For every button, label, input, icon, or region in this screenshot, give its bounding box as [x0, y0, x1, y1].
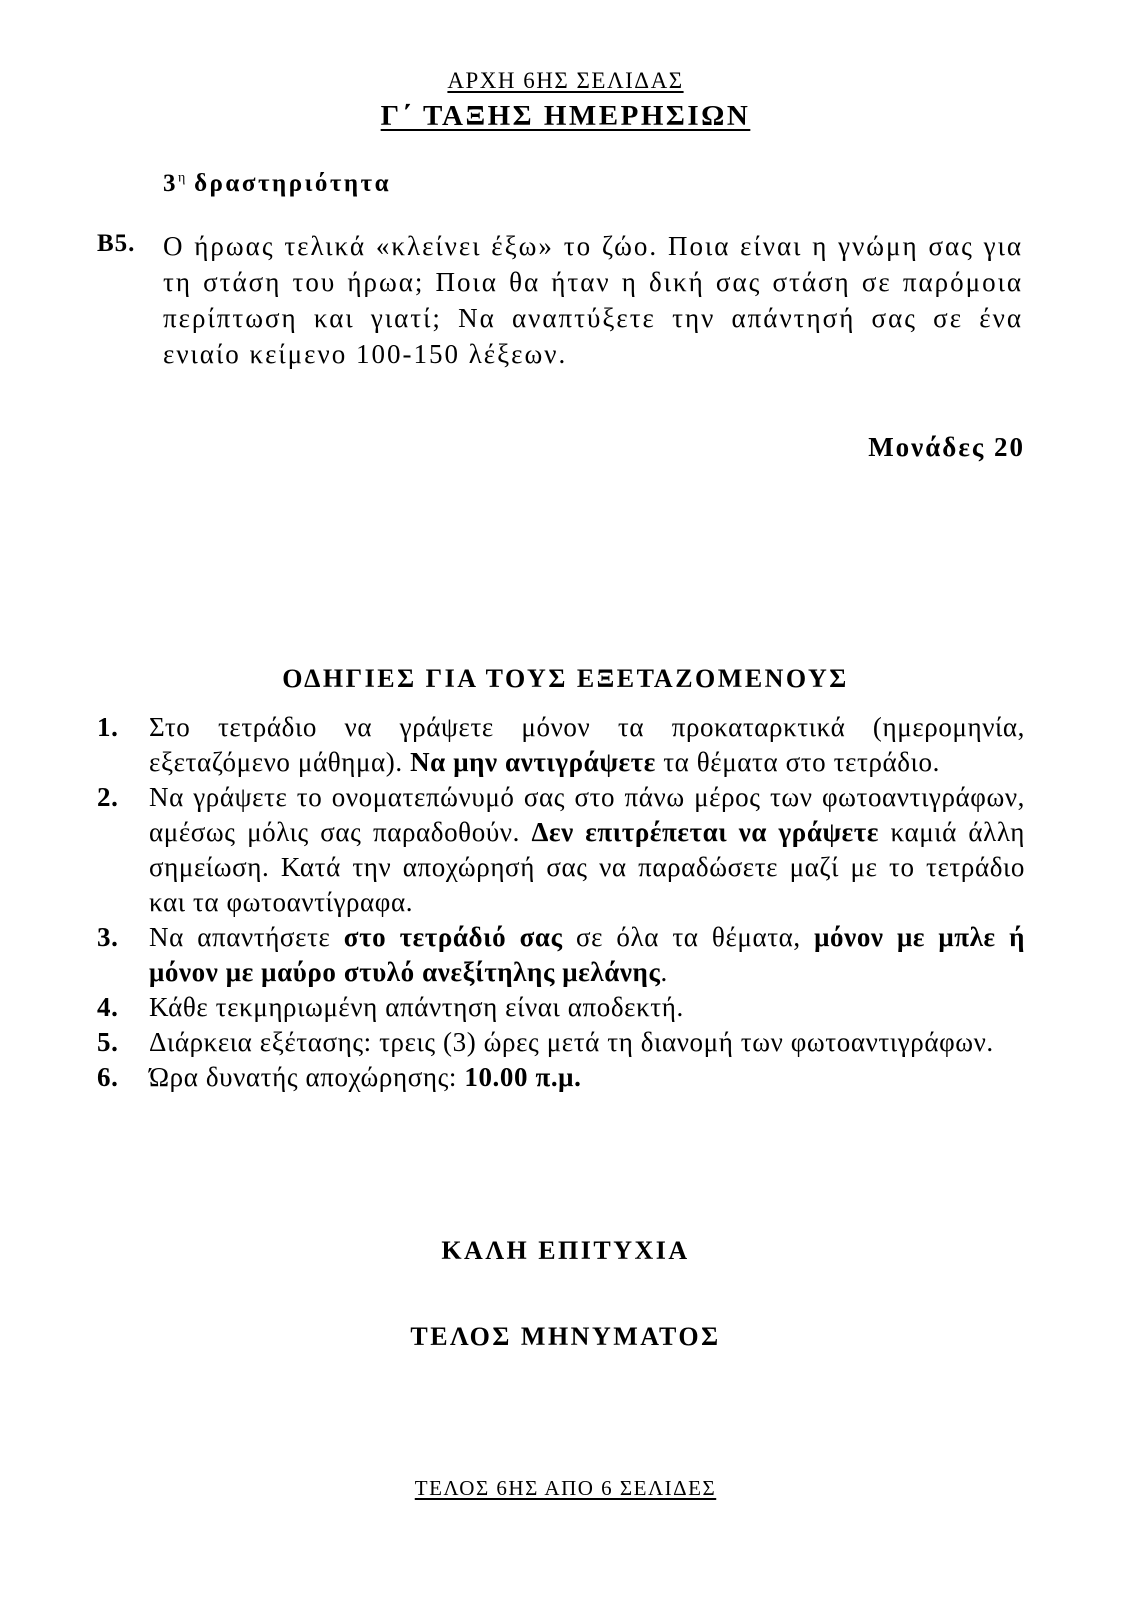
instruction-bold-text: στο τετράδιό σας	[343, 922, 563, 952]
page-start-text: ΑΡΧΗ 6ΗΣ ΣΕΛΙΔΑΣ	[447, 68, 684, 93]
question-units: Μονάδες 20	[868, 432, 1025, 462]
question-number: Β5.	[97, 230, 136, 257]
instructions-list	[97, 710, 1025, 1095]
instruction-text: σε όλα τα θέματα,	[562, 922, 815, 952]
page-end-footer	[0, 1476, 1131, 1501]
instruction-number: 2.	[97, 782, 119, 812]
instruction-bold-text: Να μην αντιγράψετε	[410, 747, 656, 777]
instruction-number: 4.	[97, 992, 119, 1022]
page-end-text: ΤΕΛΟΣ 6ΗΣ ΑΠΟ 6 ΣΕΛΙΔΕΣ	[414, 1476, 717, 1500]
class-title: Γ΄ ΤΑΞΗΣ ΗΜΕΡΗΣΙΩΝ	[380, 100, 751, 132]
end-of-message-text: ΤΕΛΟΣ ΜΗΝΥΜΑΤΟΣ	[410, 1322, 721, 1351]
instruction-text: .	[660, 957, 668, 987]
instruction-number: 5.	[97, 1027, 119, 1057]
activity-superscript: η	[178, 170, 186, 186]
instruction-number: 6.	[97, 1062, 119, 1092]
instruction-number: 3.	[97, 922, 119, 952]
page-start-header	[0, 68, 1131, 94]
instruction-text: Διάρκεια εξέτασης: τρεις (3) ώρες μετά τη διανομή των φωτοαντιγράφων.	[149, 1027, 994, 1057]
activity-heading	[163, 170, 391, 198]
instruction-text: Να γράψετε το ονοματεπώνυμό σας στο πάνω μέρος των φωτοαντιγράφων, αμέσως μόλις σας παραδοθούν.	[149, 782, 1025, 847]
activity-label: δραστηριότητα	[194, 170, 392, 197]
instruction-text: τα θέματα στο τετράδιο.	[655, 747, 940, 777]
instruction-bold-text: 10.00 π.μ.	[464, 1062, 582, 1092]
instruction-item	[97, 990, 1025, 1025]
instruction-number: 1.	[97, 712, 119, 742]
instruction-text: Κάθε τεκμηριωμένη απάντηση είναι αποδεκτή.	[149, 992, 684, 1022]
instruction-text: Στο τετράδιο να γράψετε μόνον τα προκαταρκτικά (ημερομηνία, εξεταζόμενο μάθημα).	[149, 712, 1025, 777]
instruction-item	[97, 1025, 1025, 1060]
instruction-text: Να απαντήσετε	[149, 922, 344, 952]
activity-number: 3	[163, 170, 178, 197]
instruction-item	[97, 780, 1025, 920]
instruction-text: Ώρα δυνατής αποχώρησης:	[149, 1062, 465, 1092]
instruction-item	[97, 1060, 1025, 1095]
class-header	[0, 100, 1131, 133]
instruction-text: καμιά άλλη σημείωση. Κατά την αποχώρησή σας να παραδώσετε μαζί με το τετράδιο και τα φωτοαντίγραφα.	[149, 817, 1026, 917]
instruction-item	[97, 920, 1025, 990]
instruction-item	[97, 710, 1025, 780]
instruction-bold-text: Δεν επιτρέπεται να γράψετε	[531, 817, 879, 847]
good-luck-text: ΚΑΛΗ ΕΠΙΤΥΧΙΑ	[441, 1236, 690, 1265]
instruction-bold-text: μόνον με μπλε ή μόνον με μαύρο στυλό ανεξίτηλης μελάνης	[149, 922, 1025, 987]
question-text: Ο ήρωας τελικά «κλείνει έξω» το ζώο. Ποια είναι η γνώμη σας για τη στάση του ήρωα; Ποια θα ήταν η δική σας στάση σε παρόμοια περίπτωση και γιατί; Να αναπτύξετε την απάντησή σας σε ένα ενιαίο κείμενο 100-150 λέξεων.	[163, 231, 1023, 369]
instructions-title: ΟΔΗΓΙΕΣ ΓΙΑ ΤΟΥΣ ΕΞΕΤΑΖΟΜΕΝΟΥΣ	[282, 664, 849, 693]
